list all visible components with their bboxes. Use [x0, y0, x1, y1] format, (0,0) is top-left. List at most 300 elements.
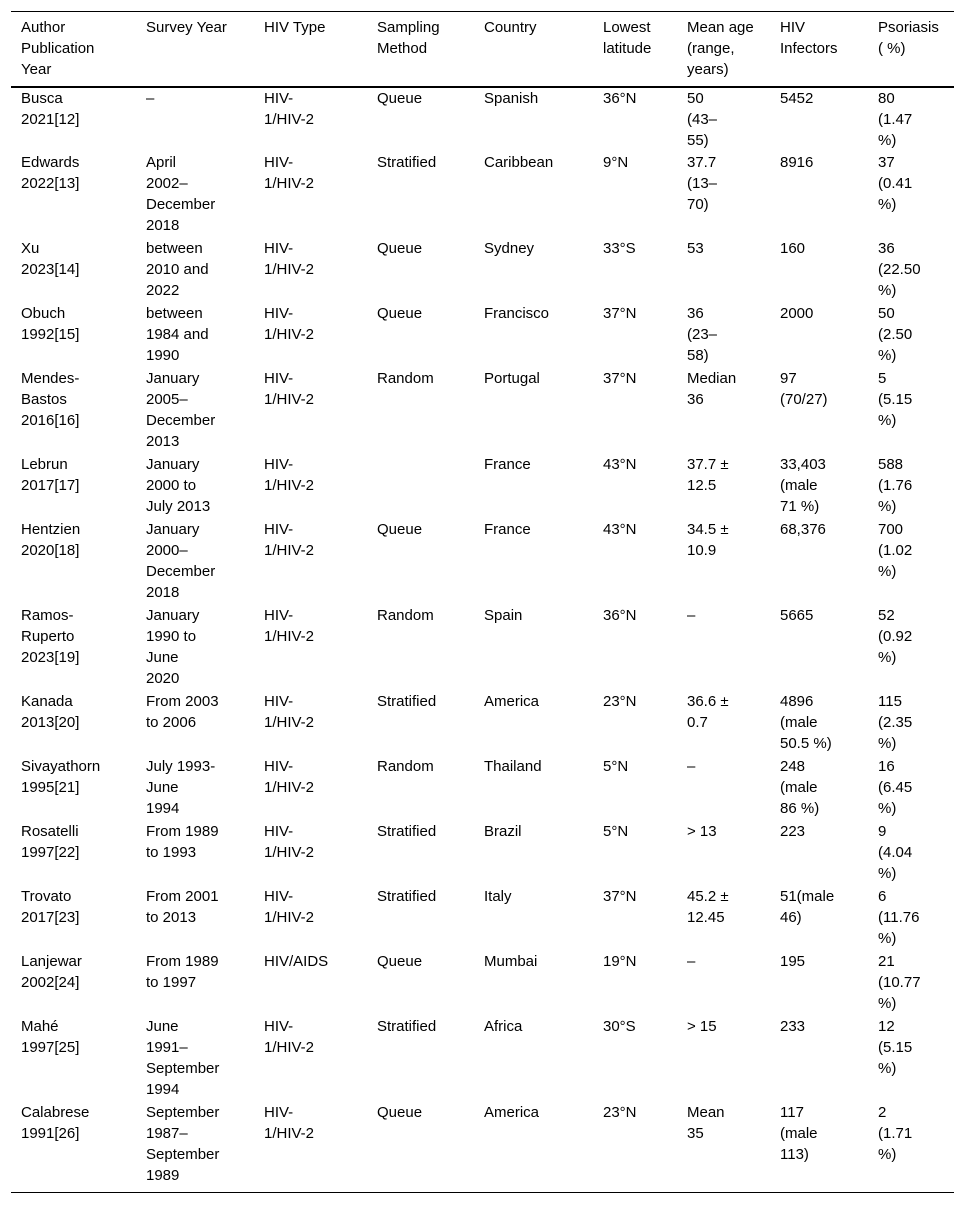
cell-text: America	[484, 693, 540, 710]
table-cell-sampling-method	[377, 454, 484, 519]
column-header-country	[484, 12, 603, 87]
cell-text: 117 (male 113)	[780, 1104, 818, 1163]
table-cell-hiv-infectors	[780, 1102, 878, 1188]
cell-text: Edwards 2022[13]	[21, 154, 80, 192]
table-cell-author	[11, 821, 146, 886]
table-cell-psoriasis	[878, 238, 954, 303]
cell-text: Queue	[377, 521, 423, 538]
table-cell-hiv-type	[264, 756, 377, 821]
table-cell-mean-age	[687, 886, 780, 951]
cell-text: From 1989 to 1993	[146, 823, 219, 861]
table-cell-lowest-latitude	[603, 605, 687, 691]
cell-text: Stratified	[377, 1018, 437, 1035]
table-cell-country	[484, 454, 603, 519]
table-body	[11, 87, 954, 1188]
table-cell-mean-age	[687, 519, 780, 605]
cell-text: Caribbean	[484, 154, 554, 171]
table-cell-hiv-type	[264, 519, 377, 605]
table-cell-hiv-type	[264, 87, 377, 152]
table-cell-mean-age	[687, 368, 780, 454]
table-cell-lowest-latitude	[603, 368, 687, 454]
cell-text: 36°N	[603, 90, 637, 107]
table-cell-hiv-infectors	[780, 886, 878, 951]
cell-text: 36 (22.50 %)	[878, 240, 921, 299]
table-cell-country	[484, 821, 603, 886]
table-cell-mean-age	[687, 303, 780, 368]
cell-text: 5665	[780, 607, 814, 624]
cell-text: Trovato 2017[23]	[21, 888, 80, 926]
cell-text: Lebrun 2017[17]	[21, 456, 80, 494]
cell-text: Hentzien 2020[18]	[21, 521, 81, 559]
table-cell-sampling-method	[377, 519, 484, 605]
cell-text: Calabrese 1991[26]	[21, 1104, 90, 1142]
column-header-psoriasis	[878, 12, 954, 87]
cell-text: between 1984 and 1990	[146, 305, 209, 364]
cell-text: Mendes- Bastos 2016[16]	[21, 370, 80, 429]
table-cell-country	[484, 152, 603, 238]
cell-text: 5 (5.15 %)	[878, 370, 913, 429]
table-cell-psoriasis	[878, 519, 954, 605]
column-header-lowest-latitude	[603, 12, 687, 87]
table-cell-hiv-type	[264, 605, 377, 691]
cell-text: –	[687, 758, 696, 775]
table-cell-psoriasis	[878, 368, 954, 454]
table-cell-author	[11, 1102, 146, 1188]
cell-text: Stratified	[377, 823, 437, 840]
column-header-hiv-infectors	[780, 12, 878, 87]
cell-text: HIV- 1/HIV-2	[264, 758, 315, 796]
cell-text: 5452	[780, 90, 814, 107]
table-row	[11, 756, 954, 821]
table-cell-hiv-infectors	[780, 756, 878, 821]
table-cell-hiv-type	[264, 368, 377, 454]
cell-text: Queue	[377, 305, 423, 322]
cell-text: 45.2 ± 12.45	[687, 888, 729, 926]
cell-text: 233	[780, 1018, 806, 1035]
cell-text: 37.7 ± 12.5	[687, 456, 729, 494]
table-cell-mean-age	[687, 951, 780, 1016]
cell-text: –	[687, 953, 696, 970]
cell-text: Spain	[484, 607, 523, 624]
table-cell-survey-year	[146, 1102, 264, 1188]
table-cell-author	[11, 152, 146, 238]
table-cell-lowest-latitude	[603, 691, 687, 756]
cell-text: January 1990 to June 2020	[146, 607, 200, 687]
column-header-label: Author Publication Year	[21, 19, 95, 78]
table-cell-hiv-infectors	[780, 303, 878, 368]
cell-text: 43°N	[603, 521, 637, 538]
table-row	[11, 821, 954, 886]
cell-text: HIV- 1/HIV-2	[264, 154, 315, 192]
table-cell-lowest-latitude	[603, 756, 687, 821]
table-cell-survey-year	[146, 605, 264, 691]
table-cell-psoriasis	[878, 756, 954, 821]
cell-text: 248 (male 86 %)	[780, 758, 820, 817]
cell-text: September 1987– September 1989	[146, 1104, 220, 1184]
table-cell-hiv-infectors	[780, 605, 878, 691]
cell-text: Xu 2023[14]	[21, 240, 80, 278]
cell-text: Random	[377, 607, 434, 624]
cell-text: 2000	[780, 305, 814, 322]
table-row	[11, 152, 954, 238]
cell-text: France	[484, 521, 531, 538]
cell-text: 6 (11.76 %)	[878, 888, 920, 947]
cell-text: 8916	[780, 154, 814, 171]
cell-text: Rosatelli 1997[22]	[21, 823, 80, 861]
cell-text: HIV- 1/HIV-2	[264, 305, 315, 343]
table-row	[11, 87, 954, 152]
cell-text: Spanish	[484, 90, 539, 107]
table-cell-author	[11, 454, 146, 519]
table-cell-country	[484, 886, 603, 951]
cell-text: 700 (1.02 %)	[878, 521, 913, 580]
table-cell-country	[484, 368, 603, 454]
table-cell-lowest-latitude	[603, 1016, 687, 1102]
table-cell-hiv-infectors	[780, 951, 878, 1016]
table-cell-country	[484, 1016, 603, 1102]
column-header-mean-age	[687, 12, 780, 87]
table-cell-hiv-infectors	[780, 368, 878, 454]
table-cell-mean-age	[687, 691, 780, 756]
header-row	[11, 12, 954, 87]
column-header-label: HIV Type	[264, 19, 326, 36]
table-cell-mean-age	[687, 605, 780, 691]
table-cell-author	[11, 1016, 146, 1102]
cell-text: Queue	[377, 953, 423, 970]
cell-text: January 2000– December 2018	[146, 521, 216, 601]
table-cell-hiv-type	[264, 1102, 377, 1188]
table-cell-hiv-type	[264, 951, 377, 1016]
column-header-label: Psoriasis ( %)	[878, 19, 939, 57]
cell-text: Africa	[484, 1018, 523, 1035]
cell-text: Queue	[377, 240, 423, 257]
table-cell-psoriasis	[878, 87, 954, 152]
table-cell-sampling-method	[377, 238, 484, 303]
column-header-label: HIV Infectors	[780, 19, 838, 57]
table-cell-lowest-latitude	[603, 1102, 687, 1188]
cell-text: 52 (0.92 %)	[878, 607, 913, 666]
cell-text: 12 (5.15 %)	[878, 1018, 913, 1077]
cell-text: 36.6 ± 0.7	[687, 693, 729, 731]
table-cell-mean-age	[687, 756, 780, 821]
cell-text: 9 (4.04 %)	[878, 823, 913, 882]
cell-text: From 2003 to 2006	[146, 693, 219, 731]
cell-text: 37.7 (13– 70)	[687, 154, 718, 213]
table-cell-sampling-method	[377, 756, 484, 821]
table-cell-lowest-latitude	[603, 951, 687, 1016]
table-cell-psoriasis	[878, 691, 954, 756]
table-cell-hiv-infectors	[780, 238, 878, 303]
table-cell-mean-age	[687, 1102, 780, 1188]
table-cell-country	[484, 756, 603, 821]
table-cell-country	[484, 691, 603, 756]
cell-text: January 2000 to July 2013	[146, 456, 211, 515]
table-cell-survey-year	[146, 756, 264, 821]
table-cell-lowest-latitude	[603, 886, 687, 951]
cell-text: between 2010 and 2022	[146, 240, 209, 299]
cell-text: From 1989 to 1997	[146, 953, 219, 991]
study-characteristics-table	[11, 12, 954, 1188]
cell-text: 588 (1.76 %)	[878, 456, 913, 515]
table-cell-country	[484, 519, 603, 605]
cell-text: 223	[780, 823, 806, 840]
cell-text: HIV- 1/HIV-2	[264, 521, 315, 559]
table-cell-sampling-method	[377, 951, 484, 1016]
table-cell-psoriasis	[878, 454, 954, 519]
cell-text: Ramos- Ruperto 2023[19]	[21, 607, 80, 666]
cell-text: HIV- 1/HIV-2	[264, 1018, 315, 1056]
cell-text: America	[484, 1104, 540, 1121]
cell-text: HIV- 1/HIV-2	[264, 693, 315, 731]
cell-text: April 2002– December 2018	[146, 154, 216, 234]
table-cell-sampling-method	[377, 605, 484, 691]
table-cell-survey-year	[146, 368, 264, 454]
table-cell-hiv-type	[264, 303, 377, 368]
cell-text: –	[687, 607, 696, 624]
cell-text: –	[146, 90, 155, 107]
table-row	[11, 605, 954, 691]
cell-text: 5°N	[603, 823, 629, 840]
table-cell-sampling-method	[377, 821, 484, 886]
cell-text: HIV- 1/HIV-2	[264, 888, 315, 926]
cell-text: 68,376	[780, 521, 826, 538]
table-cell-survey-year	[146, 238, 264, 303]
table-cell-survey-year	[146, 303, 264, 368]
table-cell-survey-year	[146, 152, 264, 238]
table-row	[11, 303, 954, 368]
cell-text: 50 (2.50 %)	[878, 305, 913, 364]
cell-text: 9°N	[603, 154, 629, 171]
cell-text: HIV/AIDS	[264, 953, 329, 970]
table-cell-hiv-type	[264, 886, 377, 951]
table-cell-author	[11, 238, 146, 303]
cell-text: Brazil	[484, 823, 522, 840]
cell-text: Sivayathorn 1995[21]	[21, 758, 101, 796]
cell-text: 36°N	[603, 607, 637, 624]
table-cell-lowest-latitude	[603, 821, 687, 886]
table-cell-hiv-infectors	[780, 519, 878, 605]
table-cell-country	[484, 1102, 603, 1188]
column-header-label: Survey Year	[146, 19, 227, 36]
table-cell-hiv-infectors	[780, 87, 878, 152]
table-row	[11, 886, 954, 951]
table-cell-author	[11, 303, 146, 368]
cell-text: > 15	[687, 1018, 717, 1035]
cell-text: 33,403 (male 71 %)	[780, 456, 826, 515]
cell-text: HIV- 1/HIV-2	[264, 240, 315, 278]
cell-text: 5°N	[603, 758, 629, 775]
study-table-frame	[11, 11, 954, 1193]
cell-text: 33°S	[603, 240, 636, 257]
cell-text: 51(male 46)	[780, 888, 835, 926]
cell-text: 160	[780, 240, 806, 257]
column-header-label: Sampling Method	[377, 19, 440, 57]
table-cell-country	[484, 87, 603, 152]
table-cell-sampling-method	[377, 152, 484, 238]
cell-text: 115 (2.35 %)	[878, 693, 913, 752]
cell-text: Stratified	[377, 888, 437, 905]
cell-text: 16 (6.45 %)	[878, 758, 913, 817]
cell-text: Random	[377, 758, 434, 775]
cell-text: Italy	[484, 888, 512, 905]
column-header-label: Country	[484, 19, 537, 36]
cell-text: Queue	[377, 1104, 423, 1121]
cell-text: HIV- 1/HIV-2	[264, 370, 315, 408]
cell-text: January 2005– December 2013	[146, 370, 216, 450]
table-cell-sampling-method	[377, 87, 484, 152]
table-cell-psoriasis	[878, 951, 954, 1016]
table-cell-survey-year	[146, 886, 264, 951]
column-header-label: Lowest latitude	[603, 19, 652, 57]
cell-text: Obuch 1992[15]	[21, 305, 80, 343]
table-cell-sampling-method	[377, 691, 484, 756]
cell-text: Thailand	[484, 758, 542, 775]
cell-text: Stratified	[377, 154, 437, 171]
table-cell-survey-year	[146, 519, 264, 605]
table-cell-psoriasis	[878, 886, 954, 951]
cell-text: 4896 (male 50.5 %)	[780, 693, 832, 752]
cell-text: Mean 35	[687, 1104, 725, 1142]
column-header-hiv-type	[264, 12, 377, 87]
table-row	[11, 1016, 954, 1102]
table-cell-survey-year	[146, 454, 264, 519]
table-cell-hiv-type	[264, 691, 377, 756]
table-cell-lowest-latitude	[603, 87, 687, 152]
table-cell-country	[484, 238, 603, 303]
table-cell-mean-age	[687, 87, 780, 152]
cell-text: 195	[780, 953, 806, 970]
cell-text: HIV- 1/HIV-2	[264, 1104, 315, 1142]
table-cell-mean-age	[687, 238, 780, 303]
cell-text: 2 (1.71 %)	[878, 1104, 913, 1163]
table-cell-sampling-method	[377, 1102, 484, 1188]
table-row	[11, 368, 954, 454]
column-header-author	[11, 12, 146, 87]
table-cell-author	[11, 605, 146, 691]
cell-text: Queue	[377, 90, 423, 107]
table-cell-sampling-method	[377, 1016, 484, 1102]
table-cell-author	[11, 87, 146, 152]
column-header-label: Mean age (range, years)	[687, 19, 754, 78]
table-cell-survey-year	[146, 951, 264, 1016]
cell-text: 37°N	[603, 305, 637, 322]
table-cell-country	[484, 951, 603, 1016]
table-cell-author	[11, 886, 146, 951]
cell-text: 37 (0.41 %)	[878, 154, 913, 213]
cell-text: Median 36	[687, 370, 737, 408]
table-cell-psoriasis	[878, 821, 954, 886]
cell-text: 80 (1.47 %)	[878, 90, 913, 149]
table-cell-mean-age	[687, 821, 780, 886]
cell-text: 36 (23– 58)	[687, 305, 718, 364]
cell-text: Mumbai	[484, 953, 538, 970]
cell-text: France	[484, 456, 531, 473]
table-cell-hiv-type	[264, 821, 377, 886]
table-cell-hiv-type	[264, 454, 377, 519]
cell-text: Lanjewar 2002[24]	[21, 953, 82, 991]
table-row	[11, 1102, 954, 1188]
table-cell-author	[11, 951, 146, 1016]
table-row	[11, 519, 954, 605]
cell-text: 30°S	[603, 1018, 636, 1035]
table-cell-sampling-method	[377, 886, 484, 951]
table-cell-hiv-infectors	[780, 821, 878, 886]
table-cell-hiv-infectors	[780, 152, 878, 238]
cell-text: July 1993- June 1994	[146, 758, 216, 817]
table-cell-survey-year	[146, 1016, 264, 1102]
cell-text: 97 (70/27)	[780, 370, 828, 408]
table-cell-hiv-infectors	[780, 1016, 878, 1102]
table-cell-psoriasis	[878, 303, 954, 368]
table-cell-author	[11, 756, 146, 821]
cell-text: Kanada 2013[20]	[21, 693, 80, 731]
table-cell-mean-age	[687, 1016, 780, 1102]
table-cell-hiv-type	[264, 152, 377, 238]
cell-text: HIV- 1/HIV-2	[264, 456, 315, 494]
cell-text: Sydney	[484, 240, 535, 257]
table-cell-psoriasis	[878, 1016, 954, 1102]
table-cell-hiv-infectors	[780, 454, 878, 519]
cell-text: Portugal	[484, 370, 540, 387]
table-cell-sampling-method	[377, 303, 484, 368]
cell-text: 23°N	[603, 1104, 637, 1121]
table-cell-author	[11, 519, 146, 605]
table-cell-survey-year	[146, 821, 264, 886]
cell-text: 21 (10.77 %)	[878, 953, 921, 1012]
cell-text: HIV- 1/HIV-2	[264, 823, 315, 861]
table-cell-psoriasis	[878, 152, 954, 238]
table-cell-lowest-latitude	[603, 152, 687, 238]
table-cell-survey-year	[146, 691, 264, 756]
cell-text: Francisco	[484, 305, 550, 322]
column-header-survey-year	[146, 12, 264, 87]
cell-text: 43°N	[603, 456, 637, 473]
cell-text: Stratified	[377, 693, 437, 710]
table-cell-author	[11, 691, 146, 756]
table-row	[11, 951, 954, 1016]
table-cell-hiv-infectors	[780, 691, 878, 756]
table-cell-sampling-method	[377, 368, 484, 454]
table-cell-psoriasis	[878, 605, 954, 691]
cell-text: Random	[377, 370, 434, 387]
table-cell-hiv-type	[264, 238, 377, 303]
table-cell-mean-age	[687, 454, 780, 519]
table-header	[11, 12, 954, 87]
table-cell-lowest-latitude	[603, 303, 687, 368]
cell-text: 34.5 ± 10.9	[687, 521, 729, 559]
cell-text: 23°N	[603, 693, 637, 710]
table-cell-lowest-latitude	[603, 454, 687, 519]
table-row	[11, 238, 954, 303]
table-cell-psoriasis	[878, 1102, 954, 1188]
table-cell-mean-age	[687, 152, 780, 238]
table-row	[11, 691, 954, 756]
cell-text: HIV- 1/HIV-2	[264, 607, 315, 645]
table-cell-author	[11, 368, 146, 454]
cell-text: 53	[687, 240, 704, 257]
table-cell-hiv-type	[264, 1016, 377, 1102]
cell-text: From 2001 to 2013	[146, 888, 219, 926]
cell-text: Busca 2021[12]	[21, 90, 80, 128]
cell-text: 37°N	[603, 370, 637, 387]
table-cell-lowest-latitude	[603, 238, 687, 303]
table-cell-survey-year	[146, 87, 264, 152]
cell-text: > 13	[687, 823, 717, 840]
cell-text: 50 (43– 55)	[687, 90, 718, 149]
table-cell-country	[484, 605, 603, 691]
cell-text: 19°N	[603, 953, 637, 970]
cell-text: June 1991– September 1994	[146, 1018, 220, 1098]
